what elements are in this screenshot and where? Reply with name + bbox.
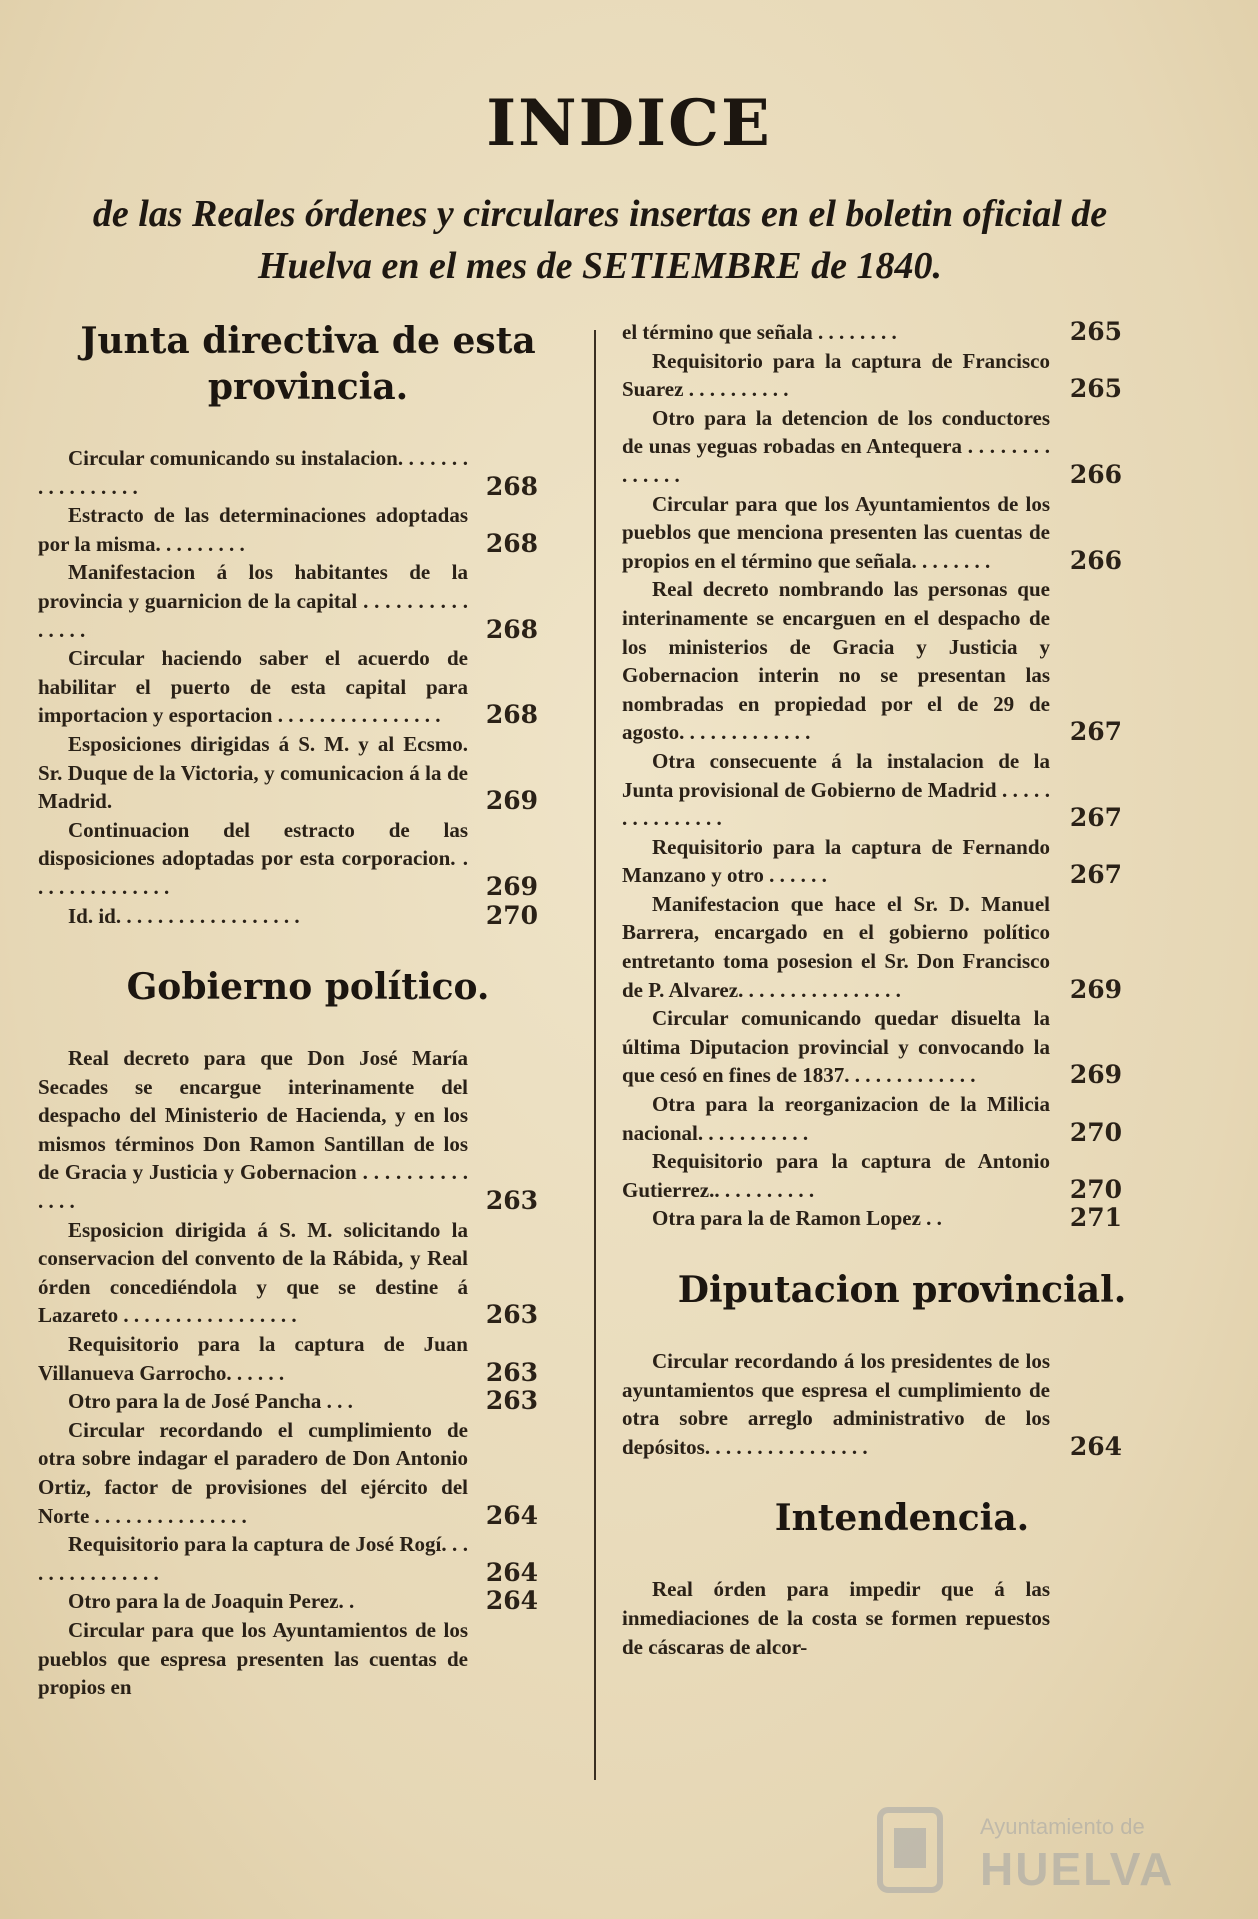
index-entry (622, 1090, 1182, 1147)
section-heading: Intendencia. (774, 1497, 1030, 1540)
entry-text: el término que señala . . . . . . . . (622, 320, 897, 344)
entry-page: 270 (1069, 1174, 1122, 1204)
entry-page: 266 (1069, 545, 1122, 575)
section-intendencia (622, 1495, 1182, 1661)
index-entry (622, 1147, 1182, 1204)
entry-page: 263 (485, 1186, 538, 1216)
entry-text: Requisitorio para la captura de José Rogí. . . . . . . . . . . . . . . (38, 1532, 468, 1585)
entry-page: 269 (485, 871, 538, 901)
entry-text: Otra para la reorganizacion de la Milicia nacional. . . . . . . . . . . (622, 1092, 1050, 1145)
entry-page: 268 (485, 700, 538, 730)
entry-text: Otro para la de Joaquin Perez. . (68, 1589, 355, 1614)
entry-text: Otro para la de José Pancha . . . (68, 1389, 353, 1414)
entry-text: Circular recordando el cumplimiento de otra sobre indagar el paradero de Don Antonio Ortiz, factor de provisiones del ejército del Norte . . . . . . . . . . . . . . . (38, 1417, 468, 1528)
entry-text: Esposicion dirigida á S. M. solicitando la conservacion del convento de la Rábida, y Real órden concediéndola y que se destine á Lazareto . . . . . . . . . . . . . . . . . (38, 1217, 468, 1328)
entry-text: Esposiciones dirigidas á S. M. y al Ecsmo. Sr. Duque de la Victoria, y comunicacion á la de Madrid. (38, 731, 468, 814)
index-entry (622, 575, 1182, 747)
entry-page: 264 (485, 1586, 538, 1616)
index-entry (622, 1204, 1182, 1233)
index-entry (622, 347, 1182, 404)
entry-page: 270 (485, 900, 538, 930)
entry-text: Manifestacion á los habitantes de la provincia y guarnicion de la capital . . . . . . . . . . . . . . . (38, 560, 468, 642)
index-entry (622, 833, 1182, 890)
index-entry (38, 1530, 578, 1587)
index-entry (622, 1004, 1182, 1090)
page-title: INDICE (486, 86, 772, 161)
entry-text: Real decreto para que Don José María Secades se encargue interinamente del despacho del Ministerio de Hacienda, y en los mismos términos Don Ramon Santillan de los de Gracia y Justicia y Gobernacion . . . . . . . . . . . . . . (38, 1046, 468, 1214)
entry-page: 266 (1069, 459, 1122, 489)
entry-page: 268 (485, 614, 538, 644)
watermark-line1: Ayuntamiento de (980, 1814, 1145, 1839)
index-entry (38, 1416, 578, 1530)
entry-page: 264 (1069, 1431, 1122, 1461)
entry-text: Requisitorio para la captura de Francisco Suarez . . . . . . . . . . (622, 348, 1050, 402)
section-heading: Gobierno político. (126, 966, 490, 1009)
entry-text: Otro para la detencion de los conductores de unas yeguas robadas en Antequera . . . . . . . . . . . . . . (622, 405, 1050, 487)
entry-text: Circular para que los Ayuntamientos de los pueblos que espresa presenten las cuentas de propios en (38, 1617, 468, 1700)
entry-text: Circular haciendo saber el acuerdo de habilitar el puerto de esta capital para importacion y esportacion . . . . . . . . . . . . . . . . (38, 646, 468, 728)
entry-list (622, 1347, 1182, 1461)
entry-page: 267 (1069, 860, 1122, 890)
entry-page: 269 (1069, 974, 1122, 1004)
entry-text: Requisitorio para la captura de Fernando Manzano y otro . . . . . . (622, 834, 1050, 888)
index-entry (622, 318, 1182, 347)
section-heading: Junta directiva de esta provincia. (80, 320, 536, 408)
watermark-logo (860, 1800, 1220, 1900)
section-diputacion (622, 1267, 1182, 1461)
index-entry (38, 644, 578, 730)
index-entry (622, 1575, 1182, 1661)
entry-list (38, 1044, 578, 1702)
index-entry (38, 1387, 578, 1416)
entry-list (38, 444, 578, 930)
index-entry (38, 816, 578, 902)
entry-page: 267 (1069, 803, 1122, 833)
page-subtitle: de las Reales órdenes y circulares insertas en el boletin oficial de Huelva en el mes de SETIEMBRE de 1840. (92, 193, 1108, 287)
index-entry (622, 890, 1182, 1004)
entry-text: Otra consecuente á la instalacion de la Junta provisional de Gobierno de Madrid . . . . . . . . . . . . . . . (622, 748, 1050, 831)
left-column (38, 318, 578, 1702)
entry-text: Requisitorio para la captura de Juan Villanueva Garrocho. . . . . . (38, 1332, 468, 1385)
entry-text: Circular para que los Ayuntamientos de los pueblos que menciona presenten las cuentas de propios en el término que señala. . . . . . . . (622, 491, 1050, 573)
index-entry (38, 501, 578, 558)
entry-page: 265 (1069, 374, 1122, 404)
entry-page: 264 (485, 1557, 538, 1587)
entry-text: Estracto de las determinaciones adoptadas por la misma. . . . . . . . . (38, 503, 468, 556)
entry-text: Continuacion del estracto de las disposiciones adoptadas por esta corporacion. . . . . . . . . . . . . . . (38, 817, 468, 899)
entry-list (622, 1575, 1182, 1661)
entry-text: Real órden para impedir que á las inmediaciones de la costa se formen repuestos de cáscaras de alcor- (622, 1577, 1050, 1659)
entry-page: 264 (485, 1500, 538, 1530)
entry-page: 263 (485, 1300, 538, 1330)
index-entry (622, 747, 1182, 833)
index-entry (38, 1216, 578, 1330)
index-entry (38, 902, 578, 931)
index-entry (622, 490, 1182, 576)
index-entry (38, 1044, 578, 1216)
entry-page: 269 (1069, 1060, 1122, 1090)
entry-page: 263 (485, 1357, 538, 1387)
section-heading: Diputacion provincial. (677, 1269, 1127, 1311)
index-entry (38, 444, 578, 501)
entry-page: 265 (1069, 317, 1122, 346)
watermark-line2: HUELVA (980, 1843, 1175, 1895)
index-entry (38, 730, 578, 816)
coat-of-arms-icon (860, 1800, 970, 1900)
index-entry (38, 558, 578, 644)
section-junta (38, 318, 578, 930)
index-entry (622, 404, 1182, 490)
index-entry (38, 1330, 578, 1387)
entry-list (622, 318, 1182, 1233)
entry-page: 269 (485, 786, 538, 816)
entry-page: 268 (485, 528, 538, 558)
entry-page: 268 (485, 471, 538, 501)
column-divider (594, 330, 596, 1780)
index-entry (38, 1587, 578, 1616)
entry-text: Requisitorio para la captura de Antonio Gutierrez.. . . . . . . . . . (622, 1149, 1050, 1202)
section-continuation (622, 318, 1182, 1233)
index-entry (38, 1616, 578, 1702)
entry-page: 271 (1069, 1203, 1122, 1233)
entry-text: Id. id. . . . . . . . . . . . . . . . . . (68, 903, 300, 928)
entry-page: 263 (485, 1386, 538, 1416)
entry-text: Circular comunicando su instalacion. . . . . . . . . . . . . . . . . (38, 446, 468, 499)
section-gobierno (38, 964, 578, 1702)
right-column (622, 318, 1182, 1661)
entry-text: Manifestacion que hace el Sr. D. Manuel Barrera, encargado en el gobierno político entretanto toma posesion el Sr. Don Francisco de P. Alvarez. . . . . . . . . . . . . . . . (622, 891, 1050, 1002)
entry-text: Circular comunicando quedar disuelta la última Diputacion provincial y convocando la que cesó en fines de 1837. . . . . . . . . . . . . (622, 1006, 1050, 1088)
index-entry (622, 1347, 1182, 1461)
entry-page: 267 (1069, 717, 1122, 747)
entry-text: Real decreto nombrando las personas que interinamente se encarguen en el despacho de los ministerios de Gracia y Justicia y Gobernacion interin no se presentan las nombradas en propiedad por el de 29 de agosto. . . . . . . . . . . . . (622, 577, 1050, 745)
entry-text: Otra para la de Ramon Lopez . . (652, 1206, 942, 1231)
entry-text: Circular recordando á los presidentes de los ayuntamientos que espresa el cumplimiento de otra sobre arreglo administrativo de los depósitos. . . . . . . . . . . . . . . . (622, 1349, 1050, 1459)
entry-page: 270 (1069, 1117, 1122, 1147)
